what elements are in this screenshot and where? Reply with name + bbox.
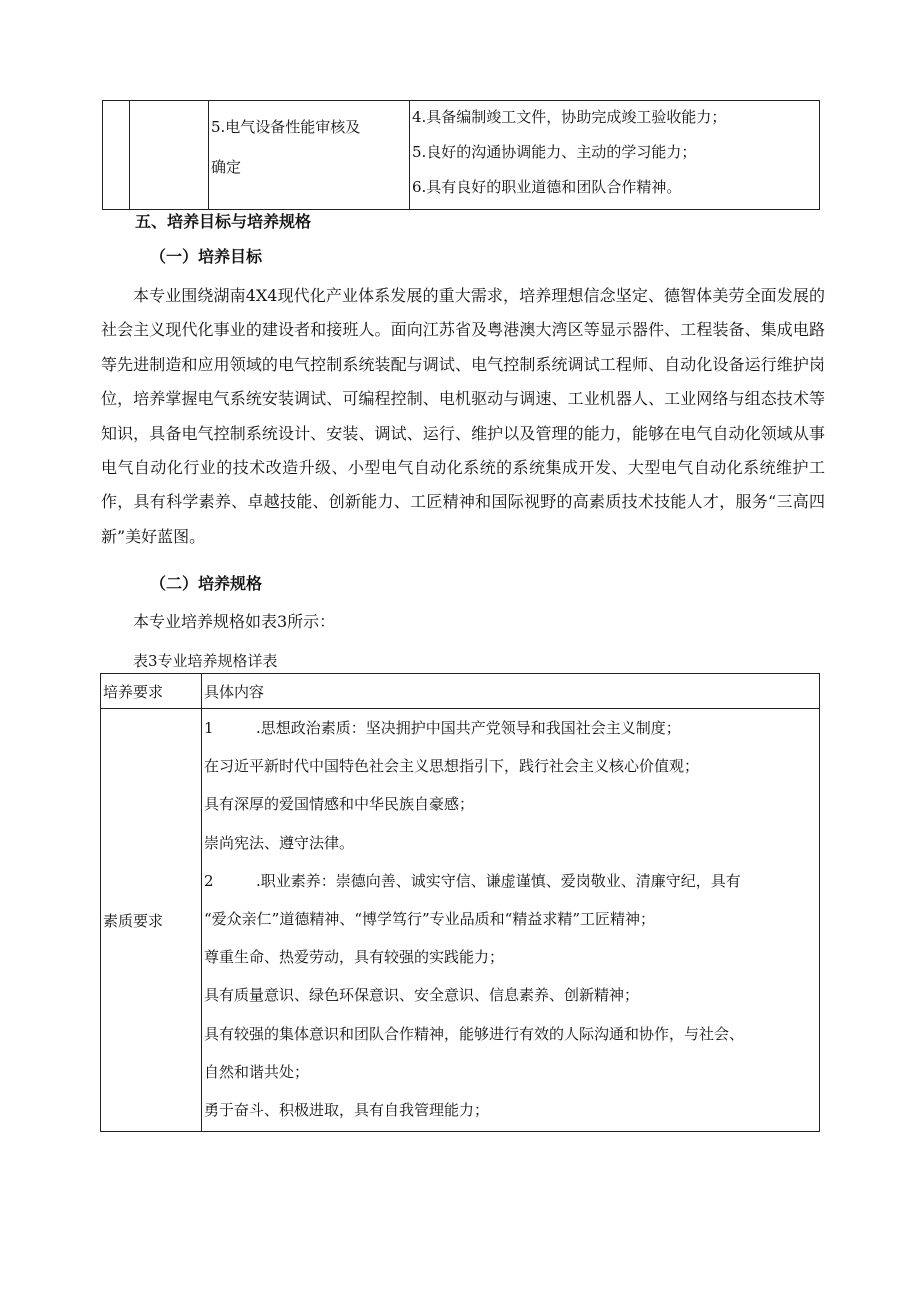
header-cell-requirement: 培养要求: [101, 674, 202, 709]
content-line: 具有深厚的爱国情感和中华民族自豪感；: [204, 795, 475, 814]
specs-intro: 本专业培养规格如表3所示：: [133, 612, 336, 631]
table-cell-empty: [130, 101, 209, 210]
ability-line: 6.具有良好的职业道德和团队合作精神。: [412, 178, 682, 196]
item-text: .思想政治素质：坚决拥护中国共产党领导和我国社会主义制度；: [256, 719, 681, 737]
table-cell-abilities: [410, 101, 820, 210]
task-title-line: 5.电气设备性能审核及: [211, 118, 361, 136]
content-line: “爱众亲仁”道德精神、“博学笃行”专业品质和“精益求精”工匠精神；: [204, 909, 656, 928]
table-row: [101, 709, 820, 1132]
ability-line: 4.具备编制竣工文件，协助完成竣工验收能力；: [412, 108, 727, 126]
table-caption: 表3专业培养规格详表: [133, 652, 278, 670]
row-label: 素质要求: [101, 709, 202, 1132]
subsection-heading-specs: （二）培养规格: [150, 574, 263, 593]
ability-line: 5.良好的沟通协调能力、主动的学习能力；: [412, 143, 697, 161]
content-line: 自然和谐共处；: [204, 1062, 310, 1081]
section-heading: 五、培养目标与培养规格: [135, 212, 312, 231]
spec-table: [100, 673, 820, 1132]
subsection-heading-goals: （一）培养目标: [150, 247, 263, 266]
content-line: 勇于奋斗、积极进取，具有自我管理能力；: [204, 1100, 490, 1119]
table-header-row: [101, 674, 820, 709]
item-number: 2: [204, 871, 214, 890]
item-number: 1: [204, 719, 214, 737]
table-cell-task: [209, 101, 410, 210]
training-goal-paragraph: 本专业围绕湖南4X4现代化产业体系发展的重大需求，培养理想信念坚定、德智体美劳全面发展的社会主义现代化事业的建设者和接班人。面向江苏省及粤港澳大湾区等显示器件、工程装备、集成电路等先进制造和应用领域的电气控制系统装配与调试、电气控制系统调试工程师、自动化设备运行维护岗位，培养掌握电气系统安装调试、可编程控制、电机驱动与调速、工业机器人、工业网络与组态技术等知识，具备电气控制系统设计、安装、调试、运行、维护以及管理的能力，能够在电气自动化领域从事电气自动化行业的技术改造升级、小型电气自动化系统的系统集成开发、大型电气自动化系统维护工作，具有科学素养、卓越技能、创新能力、工匠精神和国际视野的高素质技术技能人才，服务“三高四新”美好蓝图。: [101, 286, 825, 546]
content-line: 具有质量意识、绿色环保意识、安全意识、信息素养、创新精神；: [204, 986, 640, 1005]
ability-table-continued: [102, 100, 820, 210]
content-line: 具有较强的集体意识和团队合作精神，能够进行有效的人际沟通和协作，与社会、: [204, 1024, 745, 1043]
content-line: [204, 711, 819, 749]
content-line: [204, 864, 819, 902]
task-title-line: 确定: [211, 158, 242, 176]
content-line: 崇尚宪法、遵守法律。: [204, 833, 355, 852]
header-cell-content: 具体内容: [202, 674, 820, 709]
item-text: .职业素养：崇德向善、诚实守信、谦虚谨慎、爱岗敬业、清廉守纪，具有: [256, 871, 741, 890]
table-cell-empty: [103, 101, 130, 210]
content-line: 在习近平新时代中国特色社会主义思想指引下，践行社会主义核心价值观；: [204, 757, 700, 776]
content-line: 尊重生命、热爱劳动，具有较强的实践能力；: [204, 948, 505, 967]
row-content: [202, 709, 820, 1132]
